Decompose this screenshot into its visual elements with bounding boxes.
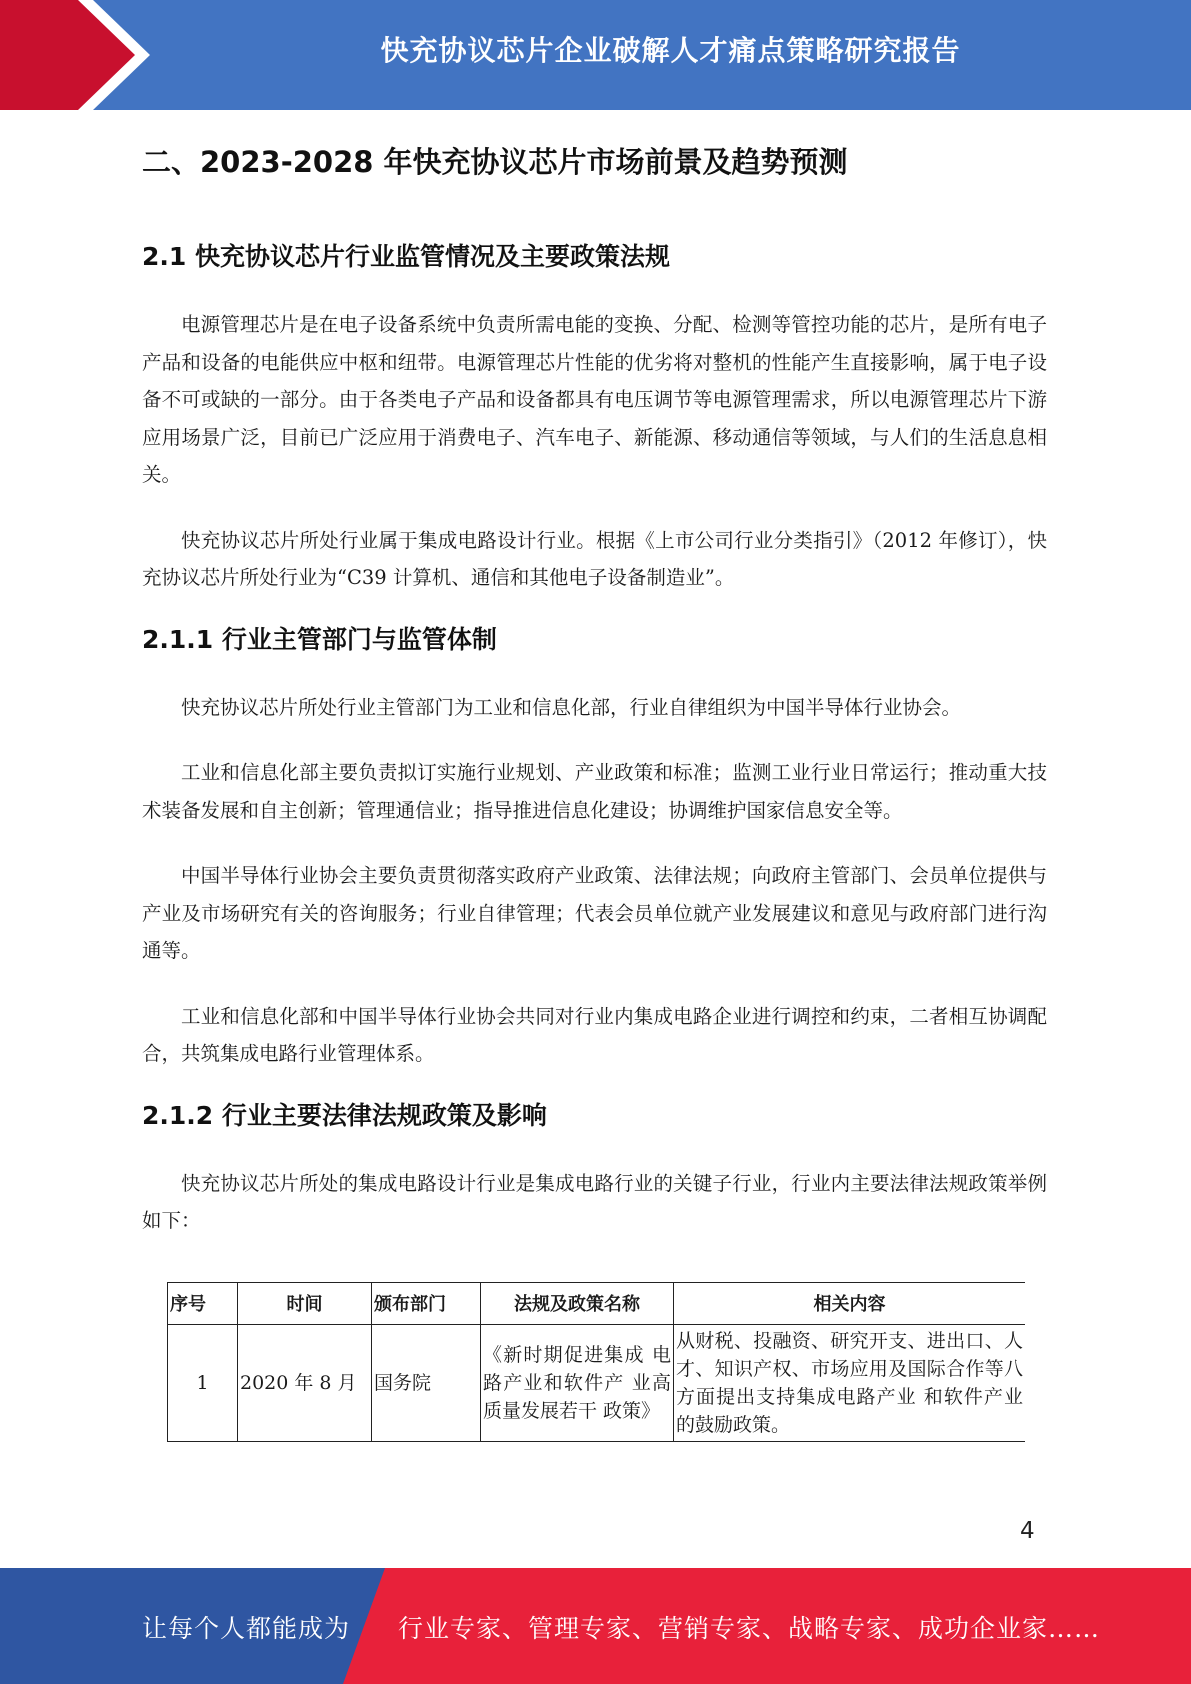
page-number: 4	[1020, 1518, 1035, 1544]
paragraph: 工业和信息化部主要负责拟订实施行业规划、产业政策和标准；监测工业行业日常运行；推动重大技术装备发展和自主创新；管理通信业；指导推进信息化建设；协调维护国家信息安全等。	[142, 761, 1047, 822]
table-cell-policy-name: 《新时期促进集成 电路产业和软件产 业高质量发展若干 政策》	[481, 1324, 674, 1441]
paragraph: 中国半导体行业协会主要负责贯彻落实政府产业政策、法律法规；向政府主管部门、会员单位提供与产业及市场研究有关的咨询服务；行业自律管理；代表会员单位就产业发展建议和意见与政府部门进行沟通等。	[142, 864, 1047, 962]
section-title-2-1-1: 2.1.1 行业主管部门与监管体制	[142, 624, 497, 654]
column-header: 法规及政策名称	[481, 1282, 674, 1324]
paragraph: 工业和信息化部和中国半导体行业协会共同对行业内集成电路企业进行调控和约束，二者相互协调配合，共筑集成电路行业管理体系。	[142, 1004, 1047, 1065]
header-banner	[0, 0, 1191, 110]
page-content	[142, 110, 1047, 1442]
policy-table	[167, 1282, 1025, 1442]
table-row	[168, 1324, 1026, 1441]
table-cell-no: 1	[168, 1324, 238, 1441]
footer-slogan-right: 行业专家、管理专家、营销专家、战略专家、成功企业家……	[398, 1614, 1101, 1643]
paragraph: 快充协议芯片所处行业属于集成电路设计行业。根据《上市公司行业分类指引》（2012 年修订），快充协议芯片所处行业为“C39 计算机、通信和其他电子设备制造业”。	[142, 528, 1047, 589]
section-title-2-1-2: 2.1.2 行业主要法律法规政策及影响	[142, 1100, 547, 1130]
table-cell-department: 国务院	[372, 1324, 481, 1441]
report-title: 快充协议芯片企业破解人才痛点策略研究报告	[380, 34, 961, 67]
header-chevron-icon	[0, 0, 150, 110]
paragraph: 快充协议芯片所处行业主管部门为工业和信息化部，行业自律组织为中国半导体行业协会。	[181, 695, 962, 719]
paragraph: 快充协议芯片所处的集成电路设计行业是集成电路行业的关键子行业，行业内主要法律法规政策举例如下：	[142, 1171, 1047, 1232]
column-header: 相关内容	[674, 1282, 1026, 1324]
column-header: 时间	[238, 1282, 372, 1324]
footer-slogan-left: 让每个人都能成为	[142, 1614, 351, 1643]
section-title-2-1: 2.1 快充协议芯片行业监管情况及主要政策法规	[142, 242, 670, 271]
table-header-row	[168, 1282, 1026, 1324]
policy-table-container	[167, 1282, 1025, 1442]
table-cell-time: 2020 年 8 月	[238, 1324, 372, 1441]
paragraph: 电源管理芯片是在电子设备系统中负责所需电能的变换、分配、检测等管控功能的芯片，是所有电子产品和设备的电能供应中枢和纽带。电源管理芯片性能的优劣将对整机的性能产生直接影响，属于电子设备不可或缺的一部分。由于各类电子产品和设备都具有电压调节等电源管理需求，所以电源管理芯片下游应用场景广泛，目前已广泛应用于消费电子、汽车电子、新能源、移动通信等领域，与人们的生活息息相关。	[142, 313, 1047, 486]
chapter-title: 二、2023-2028 年快充协议芯片市场前景及趋势预测	[142, 145, 848, 179]
column-header: 颁布部门	[372, 1282, 481, 1324]
table-cell-content: 从财税、投融资、研究开支、进出口、人才、知识产权、市场应用及国际合作等八方面提出支持集成电路产业 和软件产业的鼓励政策。	[674, 1324, 1026, 1441]
column-header: 序号	[168, 1282, 238, 1324]
